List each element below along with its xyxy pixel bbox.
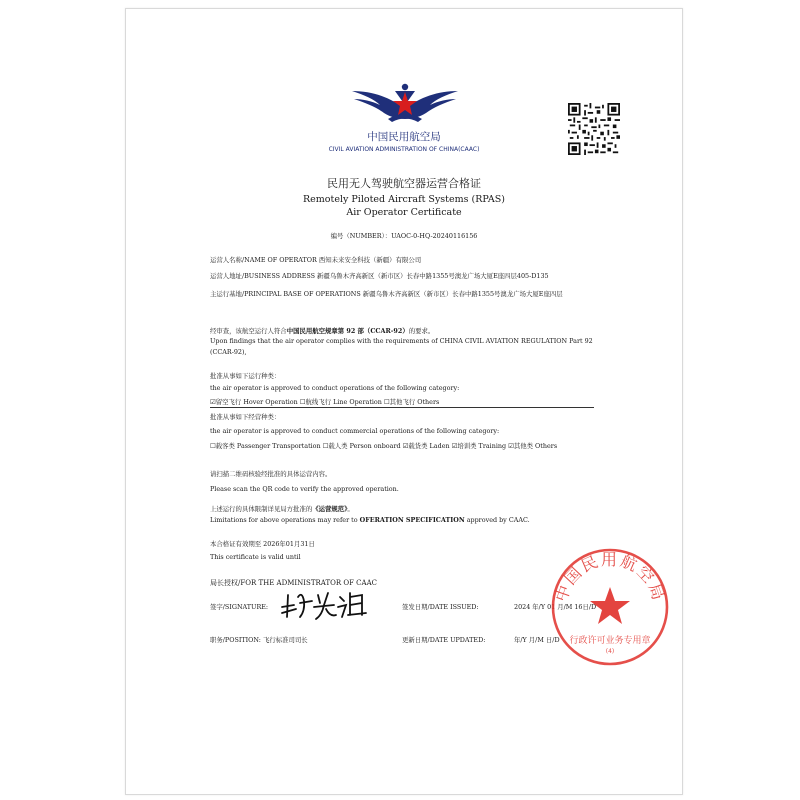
operator-address: 运营人地址/BUSINESS ADDRESS 新疆乌鲁木齐高新区（新市区）长春中路1355号澳龙广场大厦E座四层405-D135: [210, 272, 549, 280]
official-seal-icon: [550, 547, 670, 667]
certificate-title-cn: 民用无人驾驶航空器运营合格证: [327, 177, 481, 190]
qr-code-icon: [568, 103, 620, 155]
commercial-heading-en: the air operator is approved to conduct commercial operations of the following category:: [210, 427, 500, 435]
commercial-heading-cn: 批准从事如下经营种类：: [210, 413, 281, 421]
agency-name-cn: 中国民用航空局: [367, 131, 441, 143]
certificate-title-en-1: Remotely Piloted Aircraft Systems (RPAS): [303, 194, 505, 205]
operations-heading-en: the air operator is approved to conduct operations of the following category:: [210, 384, 460, 392]
svg-text:(4): (4): [605, 648, 615, 655]
qr-note-cn: 请扫描二维码核验经批准的具体运营内容。: [210, 470, 332, 478]
findings-cn: 经审查，该航空运行人符合中国民用航空规章第 92 部（CCAR-92）的要求。: [210, 327, 435, 335]
findings-en-1: Upon findings that the air operator complies with the requirements of CHINA CIVIL AVIATION REGULATION Part 92: [210, 337, 593, 345]
divider: [210, 407, 594, 408]
limitations-cn: 上述运行的具体限制详见局方批准的《运营规范》。: [210, 505, 354, 513]
svg-text:中国民用航空局: 中国民用航空局: [551, 550, 669, 605]
certificate-sheet: [125, 8, 683, 795]
caac-emblem-icon: [350, 79, 460, 125]
date-updated-value: 年/Y 月/M 日/D: [514, 636, 560, 644]
commercial-categories: ☐载客类 Passenger Transportation ☐载人类 Person onboard ☑载货类 Laden ☑培训类 Training ☑其他类 Others: [210, 442, 558, 450]
operations-heading-cn: 批准从事如下运行种类：: [210, 372, 281, 380]
limitations-en: Limitations for above operations may refer to OFERATION SPECIFICATION approved by CAAC.: [210, 516, 530, 524]
date-issued-value: 2024 年/Y 01 月/M 16日/D: [514, 603, 597, 611]
authority-line: 局长授权/FOR THE ADMINISTRATOR OF CAAC: [210, 579, 378, 587]
position-line: 职务/POSITION: 飞行标准司司长: [210, 636, 308, 644]
handwritten-signature: [278, 587, 370, 621]
agency-name-en: CIVIL AVIATION ADMINISTRATION OF CHINA(CAAC): [328, 146, 480, 153]
findings-en-2: (CCAR-92),: [210, 348, 247, 356]
date-updated-label: 更新日期/DATE UPDATED:: [402, 636, 486, 644]
signature-label: 签字/SIGNATURE:: [210, 603, 269, 611]
qr-note-en: Please scan the QR code to verify the approved operation.: [210, 485, 399, 493]
date-issued-label: 签发日期/DATE ISSUED:: [402, 603, 479, 611]
operations-categories: ☑留空飞行 Hover Operation ☐航线飞行 Line Operation ☐其他飞行 Others: [210, 398, 440, 406]
operator-name: 运营人名称/NAME OF OPERATOR 西知未来安全科技（新疆）有限公司: [210, 256, 422, 264]
certificate-title-en-2: Air Operator Certificate: [346, 207, 462, 218]
svg-text:行政许可业务专用章: 行政许可业务专用章: [569, 636, 651, 646]
validity-cn: 本合格证有效期至 2026年01月31日: [210, 540, 315, 548]
certificate-number: 编号（NUMBER）：UAOC-0-HQ-20240116156: [330, 232, 478, 240]
validity-en: This certificate is valid until: [210, 553, 301, 561]
principal-base: 主运行基地/PRINCIPAL BASE OF OPERATIONS 新疆乌鲁木齐高新区（新市区）长春中路1355号澳龙广场大厦E座四层: [210, 290, 563, 298]
